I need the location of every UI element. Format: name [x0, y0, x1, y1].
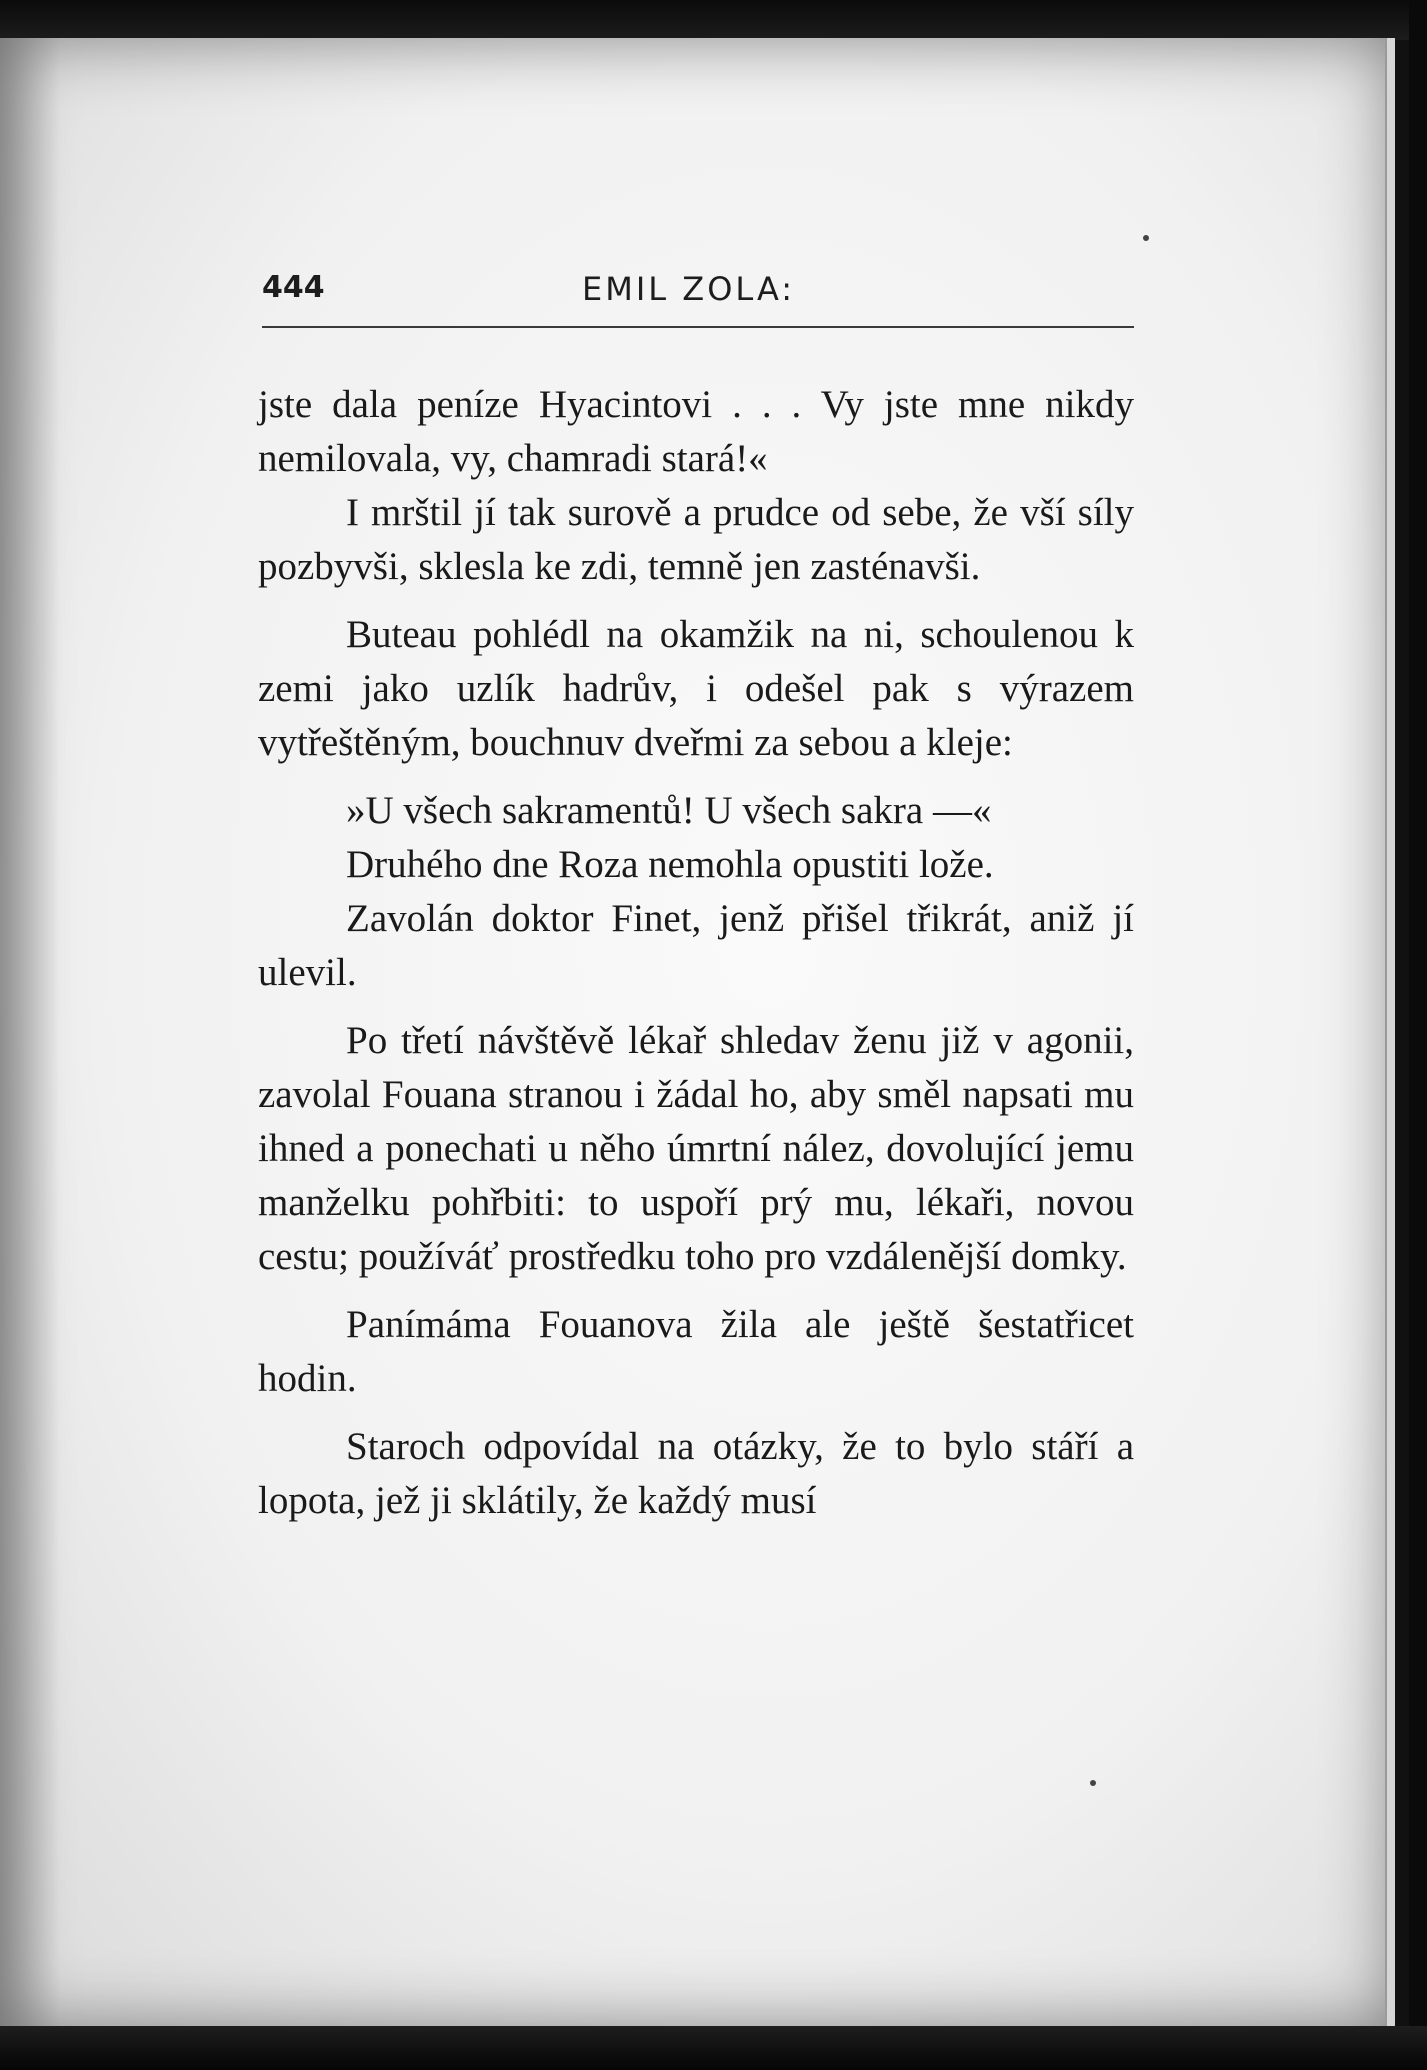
scan-frame-bottom [0, 2026, 1427, 2070]
paragraph: Buteau pohlédl na okamžik na ni, schoulenou k zemi jako uzlík hadrův, i odešel pak s výrazem vytřeštěným, bouchnuv dveřmi za sebou a kleje: [258, 613, 1134, 764]
quoted-speech: »U všech sakramentů! U všech sakra —« [346, 789, 992, 832]
scan-speck [1143, 235, 1149, 241]
page-shadow-left [0, 38, 60, 2028]
scan-frame-top [0, 0, 1427, 40]
page-header [262, 270, 1132, 320]
page-edge-right [1385, 38, 1395, 2028]
paragraph: Panímáma Fouanova žila ale ještě šestatřicet hodin. [258, 1303, 1134, 1400]
scan-frame-right [1409, 0, 1427, 2070]
paragraph: Zavolán doktor Finet, jenž přišel třikrát, aniž jí ulevil. [258, 897, 1134, 994]
paragraph: Druhého dne Roza nemohla opustiti lože. [346, 843, 994, 886]
page-number: 444 [262, 270, 325, 305]
paragraph: jste dala peníze Hyacintovi . . . Vy jste mne nikdy nemilovala, vy, chamradi stará!« [258, 383, 1134, 480]
paragraph: Po třetí návštěvě lékař shledav ženu již v agonii, zavolal Fouana stranou i žádal ho, aby směl napsati mu ihned a ponechati u něho úmrtní nález, dovolující jemu manželku pohřbiti: to uspoří prý mu, lékaři, novou cestu; používáť prostředku toho pro vzdálenější domky. [258, 1019, 1134, 1278]
body-text [258, 378, 1134, 1528]
running-head: EMIL ZOLA: [582, 270, 796, 308]
scan-speck [1090, 1780, 1096, 1786]
header-rule [262, 326, 1134, 328]
paragraph: Staroch odpovídal na otázky, že to bylo stáří a lopota, jež ji sklátily, že každý musí [258, 1425, 1134, 1522]
paragraph: I mrštil jí tak surově a prudce od sebe, že vší síly pozbyvši, sklesla ke zdi, temně jen zasténavši. [258, 491, 1134, 588]
